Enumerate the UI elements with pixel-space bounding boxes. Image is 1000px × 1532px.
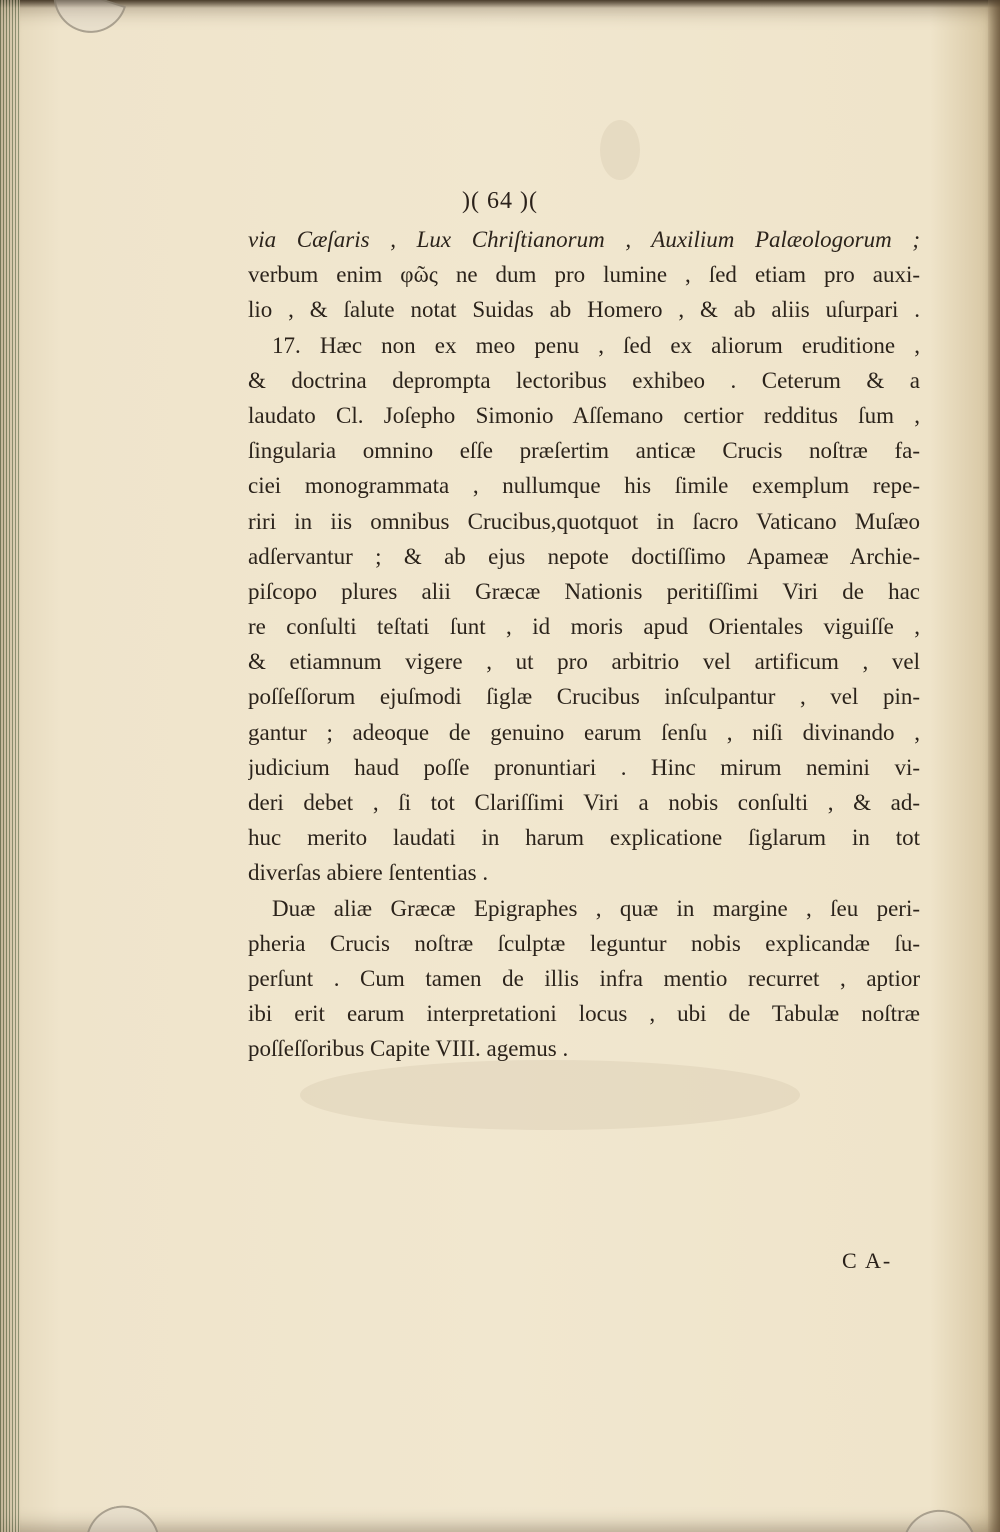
text-line: lio , & ſalute notat Suidas ab Homero , & ab aliis uſurpari . (248, 297, 920, 323)
page-clip-icon (903, 1505, 982, 1532)
text-line: gantur ; adeoque de genuino earum ſenſu , niſi divinando , (248, 719, 920, 745)
text-line: huc merito laudati in harum explicatione ſiglarum in tot (248, 825, 920, 851)
text-line: laudato Cl. Joſepho Simonio Aſſemano certior redditus ſum , (248, 402, 920, 428)
text-line: verbum enim φῶς ne dum pro lumine , ſed etiam pro auxi- (248, 262, 920, 288)
text-line: ciei monogrammata , nullumque his ſimile exemplum repe- (248, 473, 920, 499)
text-line: re conſulti teſtati ſunt , id moris apud Orientales viguiſſe , (248, 614, 920, 640)
text-line: piſcopo plures alii Græcæ Nationis peritiſſimi Viri de hac (248, 578, 920, 604)
page-clip-icon (79, 1499, 159, 1532)
text-line: Duæ aliæ Græcæ Epigraphes , quæ in margine , ſeu peri- (272, 895, 920, 921)
text-line: pheria Crucis noſtræ ſculptæ leguntur nobis explicandæ ſu- (248, 930, 920, 956)
catchword: C A- (842, 1248, 893, 1273)
text-line: adſervantur ; & ab ejus nepote doctiſſimo Apameæ Archie- (248, 543, 920, 569)
text-line: via Cæſaris , Lux Chriſtianorum , Auxilium Palæologorum ; (248, 227, 920, 252)
text-line: 17. Hæc non ex meo penu , ſed ex aliorum eruditione , (272, 332, 920, 358)
text-line: poſſeſſoribus Capite VIII. agemus . (248, 1036, 569, 1062)
page-number: )( 64 )( (462, 188, 538, 214)
text-line: & etiamnum vigere , ut pro arbitrio vel artificum , vel (248, 649, 920, 675)
text-line: ibi erit earum interpretationi locus , ubi de Tabulæ noſtræ (248, 1001, 920, 1027)
text-line: & doctrina deprompta lectoribus exhibeo . Ceterum & a (248, 367, 920, 393)
text-line: poſſeſſorum ejuſmodi ſiglæ Crucibus inſculpantur , vel pin- (248, 684, 920, 710)
body-text (248, 222, 920, 1067)
page-clip-icon (44, 0, 126, 43)
paper-stain (600, 120, 640, 180)
binding-edge (0, 0, 20, 1532)
text-line: deri debet , ſi tot Clariſſimi Viri a nobis conſulti , & ad- (248, 790, 920, 815)
text-line: ſingularia omnino eſſe præſertim anticæ Crucis noſtræ fa- (248, 438, 920, 464)
page-right-edge (988, 0, 1000, 1532)
text-line: perſunt . Cum tamen de illis infra mentio recurret , aptior (248, 965, 920, 991)
page-top-shadow (0, 0, 1000, 8)
text-line: riri in iis omnibus Crucibus,quotquot in ſacro Vaticano Muſæo (248, 508, 920, 534)
paper-stain (300, 1060, 800, 1130)
text-line: judicium haud poſſe pronuntiari . Hinc mirum nemini vi- (248, 754, 920, 780)
text-line: diverſas abiere ſententias . (248, 860, 489, 886)
